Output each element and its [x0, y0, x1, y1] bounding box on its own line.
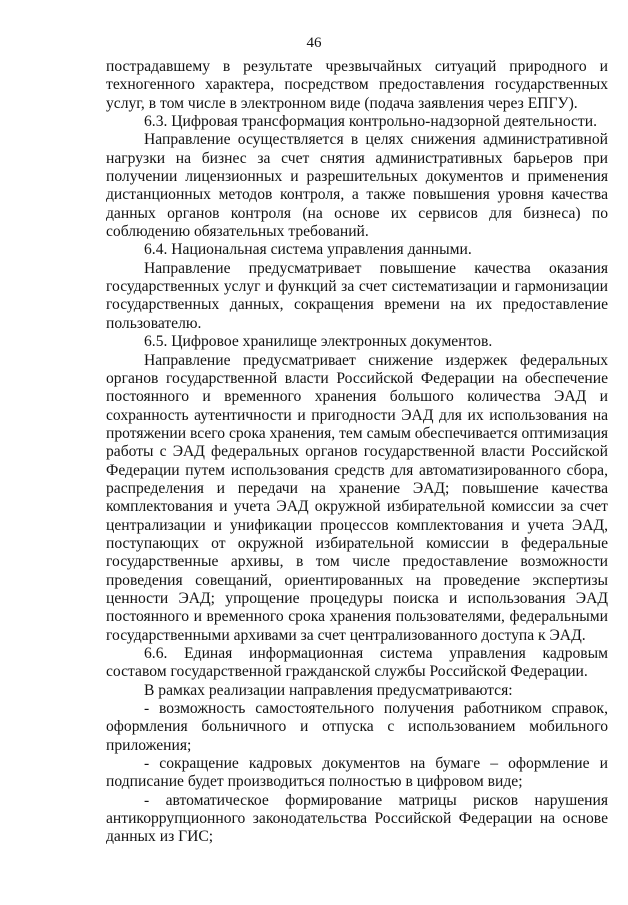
paragraph-6-6-intro: В рамках реализации направления предусматриваются: — [144, 681, 513, 699]
paragraph-6-3-body: Направление осуществляется в целях снижения административной нагрузки на бизнес за счет снятия административных барьеров при получении лицензионных и разрешительных документов и применения дистанционных методов контроля, а также повышения уровня качества данных органов контроля (на основе их сервисов для бизнеса) по соблюдению обязательных требований. — [106, 131, 608, 241]
list-item: - сокращение кадровых документов на бумаге – оформление и подписание будет производиться полностью в цифровом виде; — [106, 755, 608, 791]
list-item: - возможность самостоятельного получения работником справок, оформления больничного и отпуска с использованием мобильного приложения; — [106, 700, 608, 754]
section-heading-6-3: 6.3. Цифровая трансформация контрольно-надзорной деятельности. — [144, 113, 597, 131]
page-number: 46 — [306, 35, 322, 51]
paragraph-continuation: пострадавшему в результате чрезвычайных ситуаций природного и техногенного характера, посредством предоставления государственных услуг, в том числе в электронном виде (подача заявления через ЕПГУ). — [106, 58, 608, 112]
paragraph-6-4-body: Направление предусматривает повышение качества оказания государственных услуг и функций за счет систематизации и гармонизации государственных данных, сокращения времени на их предоставление пользователю. — [106, 259, 608, 332]
section-heading-6-5: 6.5. Цифровое хранилище электронных документов. — [144, 333, 493, 351]
paragraph-6-5-body: Направление предусматривает снижение издержек федеральных органов государственной власти Российской Федерации на обеспечение постоянного и временного хранения большого количества ЭАД и сохранность аутентичности и пригодности ЭАД для их использования на протяжении всего срока хранения, тем самым обеспечивается оптимизация работы с ЭАД федеральных органов государственной власти Российской Федерации путем использования средств для автоматизированного сбора, распределения и передачи на хранение ЭАД; повышение качества комплектования и учета ЭАД окружной избирательной комиссии за счет централизации и унификации процессов комплектования и учета ЭАД, поступающих от окружной избирательной комиссии в федеральные государственные архивы, в том числе предоставление возможности проведения совещаний, ориентированных на проведение экспертизы ценности ЭАД; упрощение процедуры поиска и использования ЭАД постоянного и временного срока хранения пользователями, федеральными государственными архивами за счет централизованного доступа к ЭАД. — [106, 351, 608, 644]
list-item: - автоматическое формирование матрицы рисков нарушения антикоррупционного законодательства Российской Федерации на основе данных из ГИС; — [106, 791, 608, 846]
document-body — [106, 58, 608, 847]
section-heading-6-6: 6.6. Единая информационная система управления кадровым составом государственной гражданской службы Российской Федерации. — [106, 645, 608, 681]
section-heading-6-4: 6.4. Национальная система управления данными. — [144, 241, 472, 259]
